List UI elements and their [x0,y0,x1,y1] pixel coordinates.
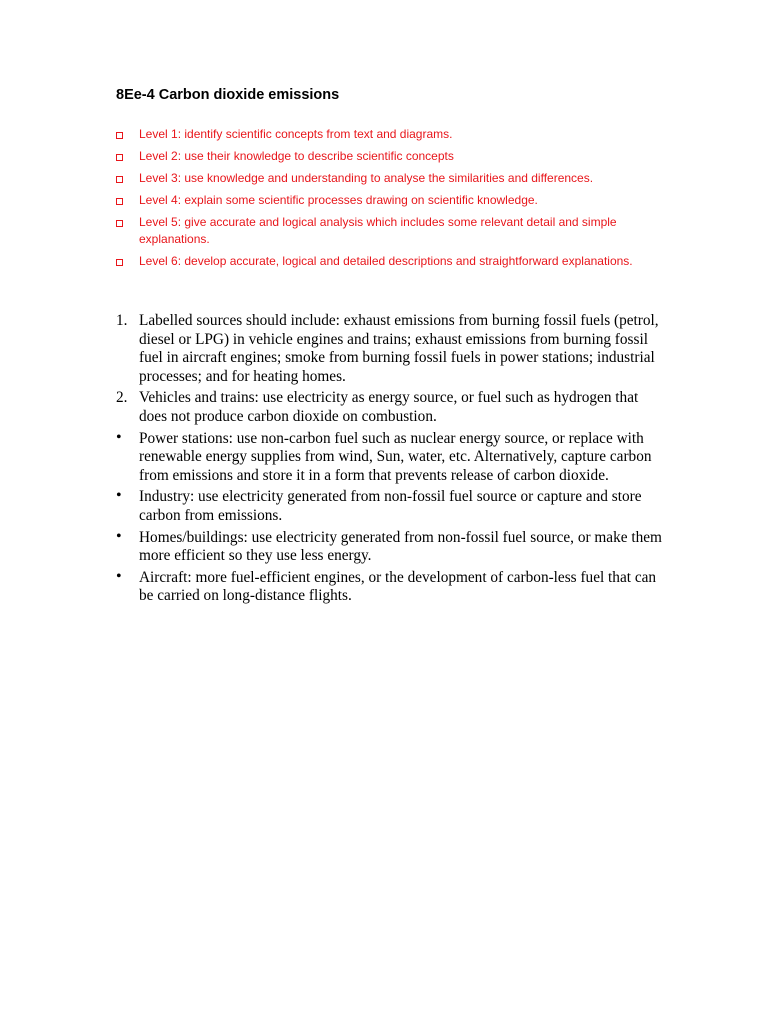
square-bullet-icon [116,154,123,161]
level-item-2 [116,148,656,165]
level-text: Level 6: develop accurate, logical and detailed descriptions and straightforward explanations. [139,254,633,268]
level-text: Level 4: explain some scientific processes drawing on scientific knowledge. [139,193,538,207]
level-text: Level 3: use knowledge and understanding to analyse the similarities and differences. [139,171,594,185]
answer-text: Vehicles and trains: use electricity as energy source, or fuel such as hydrogen that does not produce carbon dioxide on combustion. [139,389,639,425]
answer-item-5 [116,529,666,566]
list-number: 2. [116,389,128,407]
level-item-3 [116,170,656,187]
page-title: 8Ee-4 Carbon dioxide emissions [116,87,340,103]
list-number: 1. [116,312,128,329]
square-bullet-icon [116,259,123,266]
level-item-5 [116,214,656,248]
answer-item-4 [116,488,666,525]
bullet-icon: • [116,567,122,585]
level-text: Level 2: use their knowledge to describe scientific concepts [139,149,454,163]
answer-item-3 [116,430,666,486]
answer-item-1 [116,312,666,386]
answer-list [116,312,666,609]
square-bullet-icon [116,220,123,227]
answer-item-6 [116,569,666,606]
bullet-icon: • [116,487,122,505]
level-item-6 [116,253,656,270]
answer-text: Power stations: use non-carbon fuel such as nuclear energy source, or replace with renewable energy supplies from wind, Sun, water, etc. Alternatively, capture carbon from emissions and store it in a form that prevents release of carbon dioxide. [139,429,652,484]
level-text: Level 5: give accurate and logical analysis which includes some relevant detail and simple explanations. [139,215,617,246]
level-item-4 [116,192,656,209]
bullet-icon: • [116,527,122,545]
square-bullet-icon [116,132,123,139]
level-item-1 [116,126,656,143]
answer-text: Labelled sources should include: exhaust emissions from burning fossil fuels (petrol, diesel or LPG) in vehicle engines and trains; exhaust emissions from burning fossil fuel in aircraft engines; smoke from burning fossil fuels in power stations; industrial processes; and for heating homes. [139,312,659,385]
answer-text: Aircraft: more fuel-efficient engines, or the development of carbon-less fuel that can be carried on long-distance flights. [139,568,657,605]
level-criteria-list [116,126,656,275]
level-text: Level 1: identify scientific concepts from text and diagrams. [139,127,453,141]
answer-text: Homes/buildings: use electricity generated from non-fossil fuel source, or make them more efficient so they use less energy. [139,528,662,565]
answer-item-2 [116,389,666,426]
bullet-icon: • [116,428,122,446]
square-bullet-icon [116,198,123,205]
square-bullet-icon [116,176,123,183]
answer-text: Industry: use electricity generated from non-fossil fuel source or capture and store carbon from emissions. [139,488,642,524]
